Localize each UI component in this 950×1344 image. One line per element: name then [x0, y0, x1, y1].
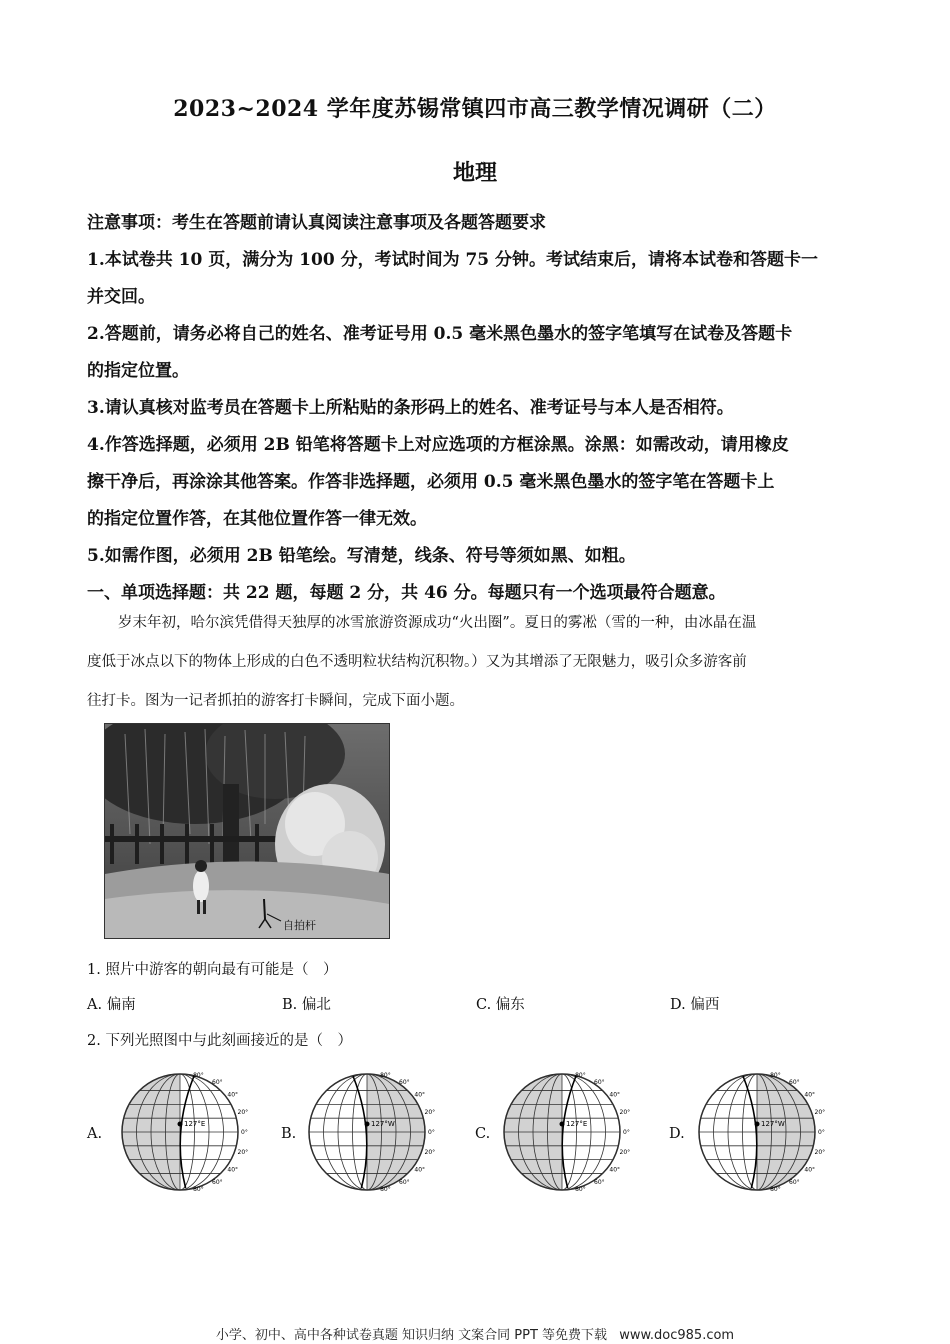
latitude-label: 20°: [814, 1148, 826, 1156]
latitude-label: 40°: [227, 1166, 239, 1174]
question-1-stem: 1. 照片中游客的朝向最有可能是（ ）: [87, 962, 338, 978]
city-marker: [755, 1122, 760, 1127]
tourist-photo: [104, 723, 390, 939]
globe-c: [500, 1068, 640, 1196]
latitude-label: 0°: [623, 1129, 630, 1136]
latitude-label: 40°: [804, 1091, 816, 1099]
globe-d: [695, 1068, 835, 1196]
question-2-stem: 2. 下列光照图中与此刻画接近的是（ ）: [87, 1033, 352, 1049]
center-longitude-label: 127°W: [761, 1120, 785, 1128]
notes-heading: 注意事项：考生在答题前请认真阅读注意事项及各题答题要求: [87, 213, 546, 233]
section-heading: 一、单项选择题：共 22 题，每题 2 分，共 46 分。每题只有一个选项最符合题意。: [87, 583, 726, 603]
latitude-label: 60°: [594, 1078, 605, 1086]
page-footer: [0, 1324, 950, 1343]
city-marker: [365, 1122, 370, 1127]
subject-title: 地理: [452, 160, 497, 186]
note-line: 的指定位置作答，在其他位置作答一律无效。: [87, 509, 427, 529]
latitude-label: 60°: [212, 1179, 223, 1187]
q1-option-c: C. 偏东: [476, 997, 525, 1013]
latitude-label: 80°: [575, 1071, 586, 1079]
latitude-label: 60°: [594, 1179, 605, 1187]
passage-line: 往打卡。图为一记者抓拍的游客打卡瞬间，完成下面小题。: [87, 693, 464, 709]
q1-option-b: B. 偏北: [282, 997, 331, 1013]
city-marker: [178, 1122, 183, 1127]
latitude-label: 80°: [193, 1071, 204, 1079]
exam-title: 2023~2024 学年度苏锡常镇四市高三教学情况调研（二）: [173, 96, 777, 122]
center-longitude-label: 127°W: [371, 1120, 395, 1128]
latitude-label: 80°: [380, 1186, 391, 1194]
latitude-label: 80°: [575, 1186, 586, 1194]
note-line: 4.作答选择题，必须用 2B 铅笔将答题卡上对应选项的方框涂黑。涂黑：如需改动，请用橡皮: [87, 435, 789, 455]
latitude-label: 40°: [609, 1091, 621, 1099]
latitude-label: 20°: [619, 1109, 631, 1117]
q2-option-d: D.: [669, 1126, 685, 1142]
latitude-label: 80°: [770, 1071, 781, 1079]
note-line: 1.本试卷共 10 页，满分为 100 分，考试时间为 75 分钟。考试结束后，请将本试卷和答题卡一: [87, 250, 819, 270]
center-longitude-label: 127°E: [566, 1120, 588, 1128]
latitude-label: 40°: [609, 1166, 621, 1174]
q2-option-a: A.: [87, 1126, 103, 1142]
latitude-label: 0°: [818, 1129, 825, 1136]
latitude-label: 20°: [237, 1148, 249, 1156]
q2-option-c: C.: [475, 1126, 491, 1142]
note-line: 并交回。: [87, 287, 155, 307]
footer-url: www.doc985.com: [619, 1328, 735, 1343]
latitude-label: 40°: [804, 1166, 816, 1174]
exam-notes: [87, 205, 867, 612]
center-longitude-label: 127°E: [184, 1120, 206, 1128]
latitude-label: 20°: [424, 1109, 436, 1117]
footer-text: 小学、初中、高中各种试卷真题 知识归纳 文案合同 PPT 等免费下载: [215, 1328, 608, 1343]
latitude-label: 80°: [770, 1186, 781, 1194]
selfie-stick-label: 自拍杆: [283, 919, 316, 932]
note-line: 2.答题前，请务必将自己的姓名、准考证号用 0.5 毫米黑色墨水的签字笔填写在试卷及答题卡: [87, 324, 793, 344]
latitude-label: 60°: [399, 1078, 410, 1086]
latitude-label: 80°: [193, 1186, 204, 1194]
q1-option-d: D. 偏西: [670, 997, 720, 1013]
reading-passage: [87, 604, 867, 721]
latitude-label: 20°: [814, 1109, 826, 1117]
photo-scene: [105, 724, 389, 938]
city-marker: [560, 1122, 565, 1127]
note-line: 5.如需作图，必须用 2B 铅笔绘。写清楚，线条、符号等须如黑、如粗。: [87, 546, 636, 566]
latitude-label: 60°: [212, 1078, 223, 1086]
latitude-label: 40°: [414, 1091, 426, 1099]
latitude-label: 40°: [227, 1091, 239, 1099]
latitude-label: 80°: [380, 1071, 391, 1079]
latitude-label: 0°: [428, 1129, 435, 1136]
latitude-label: 0°: [241, 1129, 248, 1136]
note-line: 擦干净后，再涂涂其他答案。作答非选择题，必须用 0.5 毫米黑色墨水的签字笔在答题卡上: [87, 472, 775, 492]
latitude-label: 60°: [399, 1179, 410, 1187]
latitude-label: 60°: [789, 1179, 800, 1187]
globe-a: [118, 1068, 258, 1196]
latitude-label: 60°: [789, 1078, 800, 1086]
q1-option-a: A. 偏南: [87, 997, 136, 1013]
latitude-label: 40°: [414, 1166, 426, 1174]
passage-line: 度低于冰点以下的物体上形成的白色不透明粒状结构沉积物。）又为其增添了无限魅力，吸引众多游客前: [87, 654, 747, 670]
note-line: 的指定位置。: [87, 361, 189, 381]
latitude-label: 20°: [424, 1148, 436, 1156]
latitude-label: 20°: [619, 1148, 631, 1156]
globe-b: [305, 1068, 445, 1196]
passage-line: 岁末年初，哈尔滨凭借得天独厚的冰雪旅游资源成功“火出圈”。夏日的雾凇（雪的一种，由冰晶在温: [118, 615, 757, 631]
latitude-label: 20°: [237, 1109, 249, 1117]
q2-option-b: B.: [281, 1126, 297, 1142]
note-line: 3.请认真核对监考员在答题卡上所粘贴的条形码上的姓名、准考证号与本人是否相符。: [87, 398, 734, 418]
